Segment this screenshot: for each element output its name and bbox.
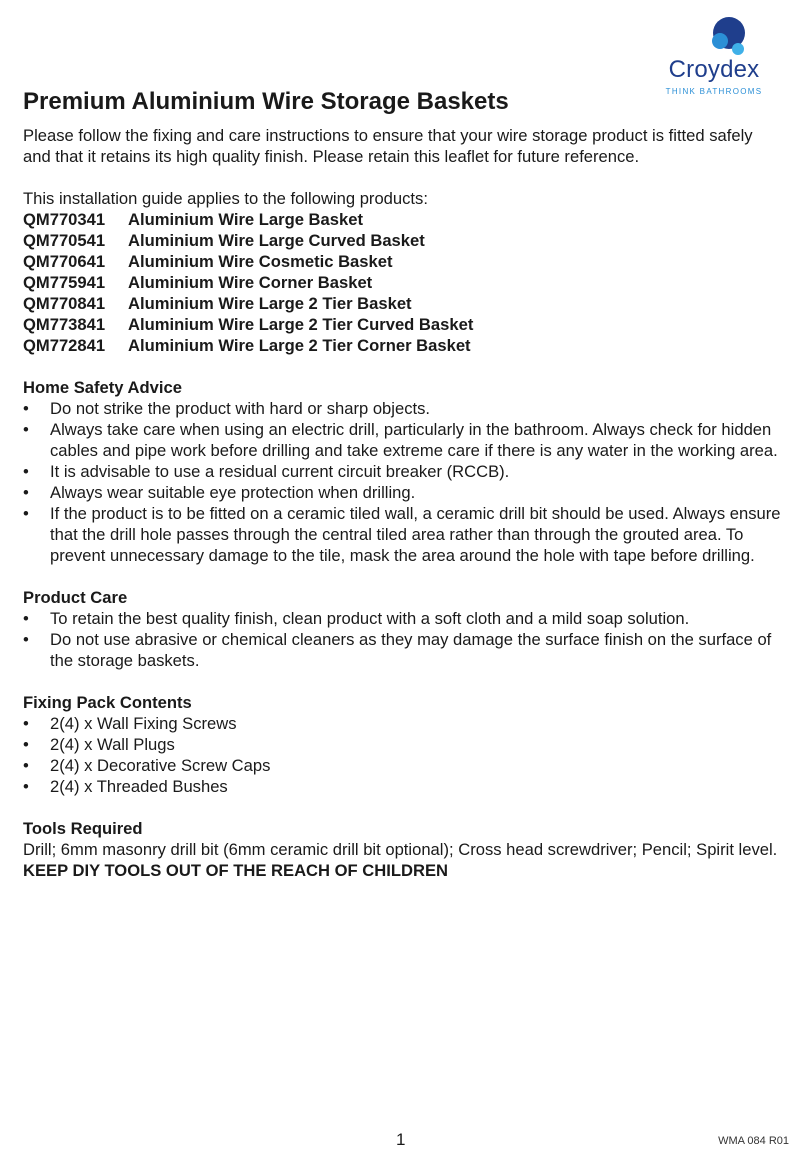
list-item-text: Always take care when using an electric drill, particularly in the bathroom. Always check for hidden cables and pipe work before drilling and take extreme care if there is any water in the working area. <box>50 420 778 460</box>
product-code: QM770641 <box>23 252 106 271</box>
list-item-text: 2(4) x Wall Plugs <box>50 735 175 754</box>
list-item <box>23 419 783 461</box>
list-item <box>23 398 783 419</box>
list-item-text: It is advisable to use a residual current circuit breaker (RCCB). <box>50 462 510 481</box>
bullet: • <box>23 483 29 502</box>
product-row <box>23 272 783 293</box>
bullet: • <box>23 756 29 775</box>
page-number: 1 <box>396 1130 406 1149</box>
bullet: • <box>23 504 29 523</box>
product-row <box>23 314 783 335</box>
product-name: Aluminium Wire Large 2 Tier Basket <box>128 294 412 313</box>
logo-circle-small <box>732 43 744 55</box>
product-name: Aluminium Wire Large 2 Tier Corner Basket <box>128 336 471 355</box>
applies-text: This installation guide applies to the following products: <box>23 189 428 208</box>
bullet: • <box>23 462 29 481</box>
brand-name: Croydex <box>668 56 760 83</box>
list-item-text: Do not use abrasive or chemical cleaners as they may damage the surface finish on the surface of the storage baskets. <box>50 630 772 670</box>
list-item <box>23 734 783 755</box>
product-code: QM775941 <box>23 273 106 292</box>
product-name: Aluminium Wire Large 2 Tier Curved Basket <box>128 315 474 334</box>
product-code: QM770341 <box>23 210 106 229</box>
product-row <box>23 209 783 230</box>
product-name: Aluminium Wire Large Basket <box>128 210 363 229</box>
document-reference: WMA 084 R01 <box>718 1135 789 1147</box>
product-code: QM772841 <box>23 336 106 355</box>
product-list <box>23 209 783 356</box>
bullet: • <box>23 714 29 733</box>
bullet: • <box>23 609 29 628</box>
list-item <box>23 713 783 734</box>
list-item <box>23 629 783 671</box>
bullet: • <box>23 399 29 418</box>
list-item <box>23 755 783 776</box>
list-item-text: Do not strike the product with hard or sharp objects. <box>50 399 431 418</box>
logo-circle-medium <box>712 33 728 49</box>
product-row <box>23 335 783 356</box>
product-row <box>23 230 783 251</box>
product-name: Aluminium Wire Corner Basket <box>128 273 373 292</box>
page-title: Premium Aluminium Wire Storage Baskets <box>23 88 509 115</box>
product-row <box>23 251 783 272</box>
list-item <box>23 461 783 482</box>
brand-tagline: THINK BATHROOMS <box>665 87 763 96</box>
fixing-list <box>23 713 783 797</box>
product-row <box>23 293 783 314</box>
care-heading: Product Care <box>23 588 128 607</box>
tools-paragraph <box>23 839 783 881</box>
care-list <box>23 608 783 671</box>
bullet: • <box>23 777 29 796</box>
list-item-text: 2(4) x Decorative Screw Caps <box>50 756 271 775</box>
safety-heading: Home Safety Advice <box>23 378 182 397</box>
safety-list <box>23 398 783 566</box>
product-code: QM773841 <box>23 315 106 334</box>
list-item <box>23 776 783 797</box>
tools-warning: KEEP DIY TOOLS OUT OF THE REACH OF CHILDREN <box>23 861 449 880</box>
tools-heading: Tools Required <box>23 819 143 838</box>
tools-text: Drill; 6mm masonry drill bit (6mm ceramic drill bit optional); Cross head screwdriver; Pencil; Spirit level. <box>23 840 778 859</box>
list-item <box>23 608 783 629</box>
product-name: Aluminium Wire Cosmetic Basket <box>128 252 393 271</box>
fixing-heading: Fixing Pack Contents <box>23 693 192 712</box>
list-item-text: 2(4) x Wall Fixing Screws <box>50 714 237 733</box>
list-item <box>23 482 783 503</box>
list-item-text: 2(4) x Threaded Bushes <box>50 777 228 796</box>
intro-paragraph: Please follow the fixing and care instructions to ensure that your wire storage product is fitted safely and that it retains its high quality finish. Please retain this leaflet for future reference. <box>23 126 753 166</box>
list-item-text: If the product is to be fitted on a ceramic tiled wall, a ceramic drill bit should be used. Always ensure that the drill hole passes through the central tiled area rather than through the grouted area. To prevent unnecessary damage to the tile, mask the area around the hole with tape before drilling. <box>50 504 781 565</box>
list-item-text: To retain the best quality finish, clean product with a soft cloth and a mild soap solution. <box>50 609 690 628</box>
product-code: QM770841 <box>23 294 106 313</box>
list-item-text: Always wear suitable eye protection when drilling. <box>50 483 416 502</box>
document-body <box>23 86 783 881</box>
bullet: • <box>23 630 29 649</box>
product-code: QM770541 <box>23 231 106 250</box>
bullet: • <box>23 735 29 754</box>
product-name: Aluminium Wire Large Curved Basket <box>128 231 425 250</box>
list-item <box>23 503 783 566</box>
bullet: • <box>23 420 29 439</box>
